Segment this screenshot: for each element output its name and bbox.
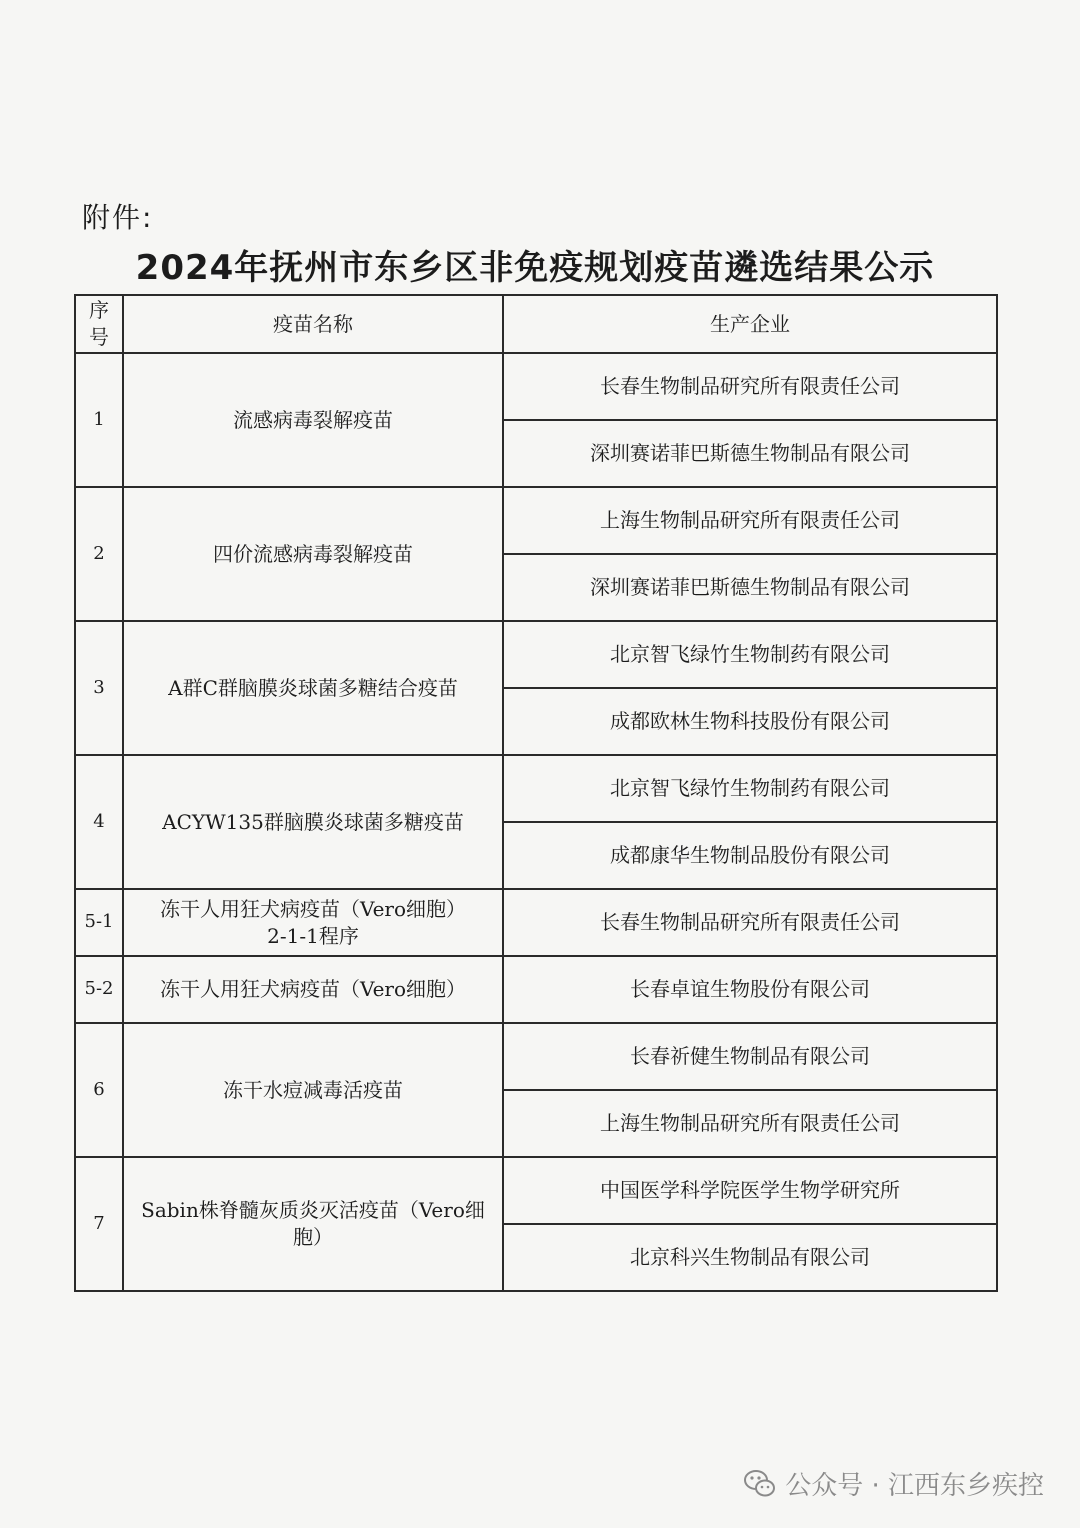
row-number: 6 [75,1023,123,1157]
vaccine-name-line1: Sabin株脊髓灰质炎灭活疫苗（Vero细 [141,1198,485,1222]
manufacturer: 深圳赛诺菲巴斯德生物制品有限公司 [503,420,997,487]
row-number: 5-2 [75,956,123,1023]
row-number: 2 [75,487,123,621]
vaccine-name-line2: 胞） [293,1225,333,1249]
vaccine-name-line1: 冻干人用狂犬病疫苗（Vero细胞） [159,896,467,921]
manufacturer: 长春卓谊生物股份有限公司 [503,956,997,1023]
wechat-icon [743,1467,777,1501]
manufacturer: 北京科兴生物制品有限公司 [503,1224,997,1291]
vaccine-name [123,1157,503,1291]
table-row [75,621,997,688]
table-row [75,956,997,1023]
table-row [75,487,997,554]
table-header-row [75,295,997,353]
page-title: 2024年抚州市东乡区非免疫规划疫苗遴选结果公示 [135,248,935,288]
header-no-line2: 号 [89,325,109,349]
row-number: 3 [75,621,123,755]
table-row [75,1157,997,1224]
vaccine-name: 四价流感病毒裂解疫苗 [123,487,503,621]
table-row [75,755,997,822]
row-number: 7 [75,1157,123,1291]
table-row [75,889,997,956]
header-vaccine-name: 疫苗名称 [123,295,503,353]
manufacturer: 北京智飞绿竹生物制药有限公司 [503,621,997,688]
manufacturer: 长春祈健生物制品有限公司 [503,1023,997,1090]
vaccine-name: 冻干水痘减毒活疫苗 [123,1023,503,1157]
vaccine-name [123,889,503,956]
attachment-label: 附件: [82,201,154,234]
watermark-text: 公众号 · 江西东乡疾控 [785,1471,1044,1501]
manufacturer: 长春生物制品研究所有限责任公司 [503,889,997,956]
table-row [75,353,997,420]
vaccine-name: 冻干人用狂犬病疫苗（Vero细胞） [123,956,503,1023]
manufacturer: 成都康华生物制品股份有限公司 [503,822,997,889]
manufacturer: 北京智飞绿竹生物制药有限公司 [503,755,997,822]
row-number: 1 [75,353,123,487]
manufacturer: 上海生物制品研究所有限责任公司 [503,487,997,554]
row-number: 5-1 [75,889,123,956]
vaccine-name-line2: 2-1-1程序 [267,923,359,948]
row-number: 4 [75,755,123,889]
manufacturer: 中国医学科学院医学生物学研究所 [503,1157,997,1224]
manufacturer: 长春生物制品研究所有限责任公司 [503,353,997,420]
vaccine-name: ACYW135群脑膜炎球菌多糖疫苗 [123,755,503,889]
table-row [75,1023,997,1090]
manufacturer: 上海生物制品研究所有限责任公司 [503,1090,997,1157]
vaccine-name: 流感病毒裂解疫苗 [123,353,503,487]
vaccine-table [74,294,998,1292]
manufacturer: 深圳赛诺菲巴斯德生物制品有限公司 [503,554,997,621]
header-manufacturer: 生产企业 [503,295,997,353]
manufacturer: 成都欧林生物科技股份有限公司 [503,688,997,755]
header-no-line1: 序 [89,298,109,322]
watermark [743,1465,1044,1502]
header-no [75,295,123,353]
vaccine-name: A群C群脑膜炎球菌多糖结合疫苗 [123,621,503,755]
